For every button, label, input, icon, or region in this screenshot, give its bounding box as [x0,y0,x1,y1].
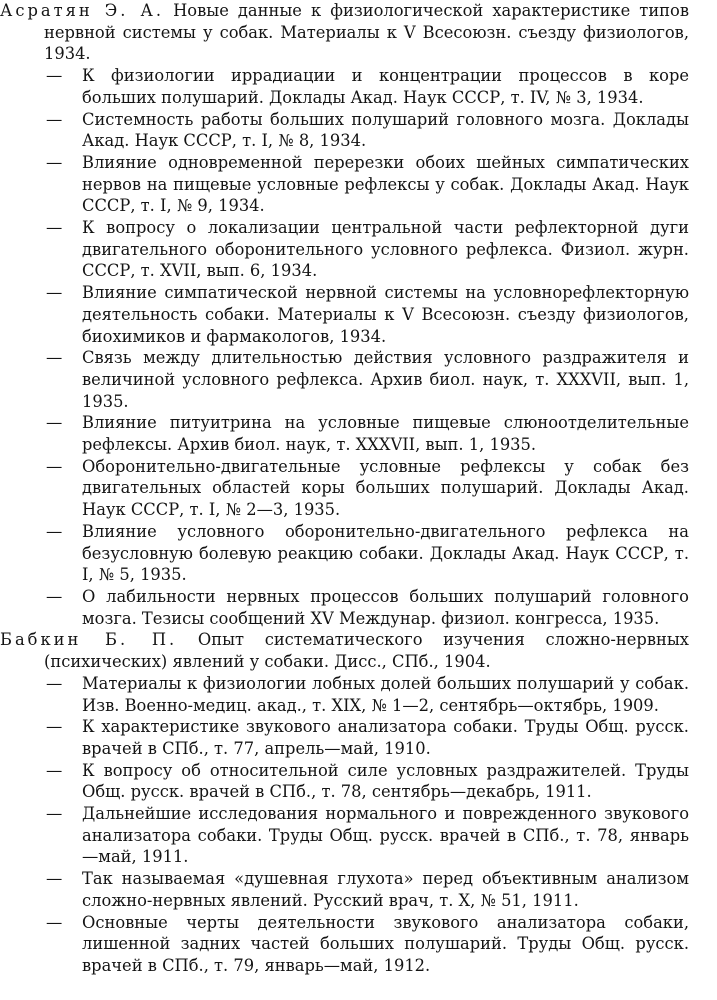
ditto-dash: — [46,152,63,172]
entry-text: Новые данные к физиологической характеристике типов нервной системы у собак. Материалы к V Всесоюзн. съезду физиологов, 1934. [44,1,689,64]
bibliography-entry [0,65,689,108]
entry-text: Влияние питуитрина на условные пищевые слюноотделительные рефлексы. Архив биол. наук, т. XXXVII, вып. 1, 1935. [82,413,689,455]
ditto-dash: — [46,912,63,932]
bibliography-entry [0,760,689,803]
ditto-dash: — [46,804,63,824]
bibliography-entry [0,912,689,977]
entry-text: Связь между длительностью действия условного раздражителя и величиной условного рефлекса. Архив биол. наук, т. XXXVII, вып. 1, 1935. [82,348,689,411]
entry-text: Влияние одновременной перерезки обоих шейных симпатических нервов на пищевые условные рефлексы у собак. Доклады Акад. Наук СССР, т. I, № 9, 1934. [82,152,689,216]
entry-text: Системность работы больших полушарий головного мозга. Доклады Акад. Наук СССР, т. I, № 8, 1934. [82,109,689,151]
author-name: Бабкин Б. П. [0,630,178,650]
entry-text: Дальнейшие исследования нормального и поврежденного звукового анализатора собаки. Труды Общ. русск. врачей в СПб., т. 78, январь—май, 1911. [82,804,689,867]
ditto-dash: — [46,717,63,737]
entry-text: Опыт систематического изучения сложно-нервных (психических) явлений у собаки. Дисс., СПб., 1904. [44,630,689,672]
author-name: Асратян Э. А. [0,1,164,20]
ditto-dash: — [46,218,63,238]
ditto-dash: — [46,109,63,129]
ditto-dash: — [46,521,63,541]
entry-text: Влияние условного оборонительно-двигательного рефлекса на безусловную болевую реакцию собаки. Доклады Акад. Наук СССР, т. I, № 5, 1935. [82,521,689,585]
bibliography-entry [0,217,689,282]
bibliography-entry [0,629,689,672]
bibliography-entry [0,803,689,868]
ditto-dash: — [46,456,63,476]
entry-text: Так называемая «душевная глухота» перед объективным анализом сложно-нервных явлений. Русский врач, т. X, № 51, 1911. [82,869,689,910]
entry-text: Оборонительно-двигательные условные рефлексы у собак без двигательных областей коры больших полушарий. Доклады Акад. Наук СССР, т. I, № 2—3, 1935. [82,456,689,520]
bibliography-entry [0,673,689,716]
bibliography-entry [0,282,689,347]
ditto-dash: — [46,283,63,303]
entry-text: Влияние симпатической нервной системы на условнорефлекторную деятельность собаки. Материалы к V Всесоюзн. съезду физиологов, биохимиков и фармакологов, 1934. [82,283,689,346]
bibliography-entry [0,456,689,521]
bibliography-entry [0,521,689,586]
entry-text: О лабильности нервных процессов больших полушарий головного мозга. Тезисы сообщений XV Междунар. физиол. конгресса, 1935. [82,586,689,628]
entry-text: К характеристике звукового анализатора собаки. Труды Общ. русск. врачей в СПб., т. 77, апрель—май, 1910. [82,717,689,758]
bibliography-entry [0,152,689,217]
entry-text: К вопросу об относительной силе условных раздражителей. Труды Общ. русск. врачей в СПб., т. 78, сентябрь—декабрь, 1911. [82,760,689,802]
entry-text: К физиологии иррадиации и концентрации процессов в коре больших полушарий. Доклады Акад. Наук СССР, т. IV, № 3, 1934. [82,66,689,107]
ditto-dash: — [46,760,63,780]
entry-text: Материалы к физиологии лобных долей больших полушарий у собак. Изв. Военно-медиц. акад., т. XIX, № 1—2, сентябрь—октябрь, 1909. [82,673,689,715]
bibliography-entry [0,868,689,911]
entry-text: Основные черты деятельности звукового анализатора собаки, лишенной задних частей больших полушарий. Труды Общ. русск. врачей в СПб., т. 79, январь—май, 1912. [82,912,689,975]
ditto-dash: — [46,348,63,368]
bibliography-entry [0,109,689,152]
ditto-dash: — [46,673,63,693]
bibliography-entry [0,412,689,455]
ditto-dash: — [46,586,63,606]
bibliography-entry [0,716,689,759]
bibliography-entry [0,347,689,412]
ditto-dash: — [46,66,63,86]
bibliography-entry [0,0,689,65]
entry-text: К вопросу о локализации центральной части рефлекторной дуги двигательного оборонительного условного рефлекса. Физиол. журн. СССР, т. XVII, вып. 6, 1934. [82,218,689,281]
ditto-dash: — [46,413,63,433]
ditto-dash: — [46,869,63,889]
bibliography-entry [0,586,689,629]
